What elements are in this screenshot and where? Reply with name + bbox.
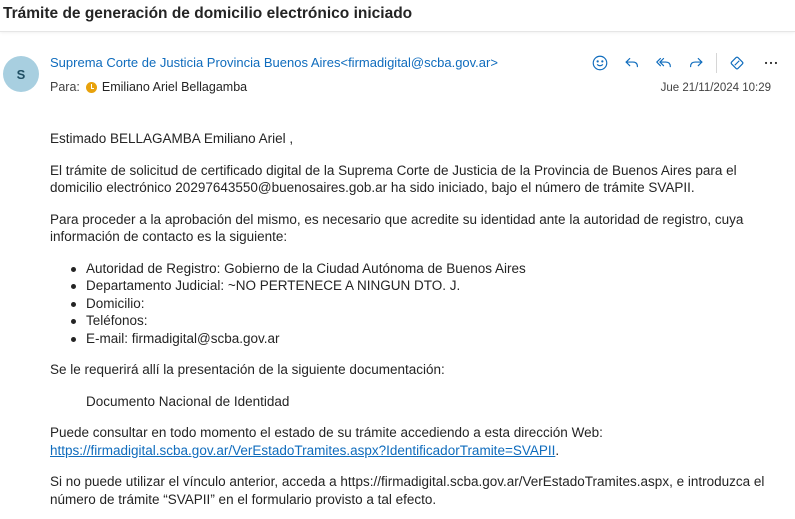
email-subject: Trámite de generación de domicilio electrónico iniciado — [3, 5, 413, 22]
apps-icon — [728, 54, 746, 72]
toolbar-divider — [716, 53, 717, 73]
reply-icon — [623, 54, 641, 72]
required-document: Documento Nacional de Identidad — [86, 393, 290, 409]
message-actions — [584, 50, 789, 76]
reply-button[interactable] — [616, 50, 648, 76]
to-row — [50, 80, 247, 94]
list-item: Departamento Judicial: ~NO PERTENECE A NINGUN DTO. J. — [50, 277, 780, 295]
list-item: Domicilio: — [50, 295, 780, 313]
body-paragraph: Si no puede utilizar el vínculo anterior, acceda a https://firmadigital.scba.gov.ar/VerEstadoTramites.aspx, e introduzca el número de trámite “SVAPII” en el formulario provisto a tal efecto. — [50, 474, 765, 507]
forward-button[interactable] — [680, 50, 712, 76]
more-actions-button[interactable] — [753, 50, 789, 76]
body-paragraph: El trámite de solicitud de certificado digital de la Suprema Corte de Justicia de la Provincia de Buenos Aires para el domicilio electrónico 20297643550@buenosaires.gob.ar ha sido iniciado, bajo el número de trámite SVAPII. — [50, 162, 737, 195]
greeting: Estimado BELLAGAMBA Emiliano Ariel , — [50, 131, 294, 146]
link-suffix: . — [555, 442, 560, 458]
react-button[interactable] — [584, 50, 616, 76]
contact-list — [50, 260, 780, 348]
apps-button[interactable] — [721, 50, 753, 76]
status-link[interactable]: https://firmadigital.scba.gov.ar/VerEstadoTramites.aspx?IdentificadorTramite=SVAPII — [50, 442, 556, 458]
list-item: E-mail: firmadigital@scba.gov.ar — [50, 330, 780, 348]
list-item: Teléfonos: — [50, 312, 780, 330]
body-paragraph-with-link — [50, 424, 780, 459]
email-body — [50, 130, 780, 519]
link-intro: Puede consultar en todo momento el estado de su trámite accediendo a esta dirección Web: — [50, 425, 603, 440]
body-paragraph: Para proceder a la aprobación del mismo, es necesario que acredite su identidad ante la autoridad de registro, cuya información de contacto es la siguiente: — [50, 211, 744, 244]
smiley-icon — [591, 54, 609, 72]
avatar-initial: S — [16, 66, 26, 82]
list-item: Autoridad de Registro: Gobierno de la Ciudad Autónoma de Buenos Aires — [50, 260, 780, 278]
reply-all-icon — [655, 54, 673, 72]
forward-icon — [687, 54, 705, 72]
more-icon — [762, 54, 780, 72]
sent-date: Jue 21/11/2024 10:29 — [660, 82, 771, 94]
sender-avatar[interactable] — [3, 56, 39, 92]
recipient-name[interactable]: Emiliano Ariel Bellagamba — [101, 80, 248, 94]
body-paragraph: Se le requerirá allí la presentación de la siguiente documentación: — [50, 362, 445, 377]
subject-bar — [0, 0, 795, 32]
to-label: Para: — [50, 80, 80, 94]
presence-away-icon — [86, 82, 97, 93]
reply-all-button[interactable] — [648, 50, 680, 76]
sender-name[interactable]: Suprema Corte de Justicia Provincia Buenos Aires<firmadigital@scba.gov.ar> — [50, 55, 498, 70]
